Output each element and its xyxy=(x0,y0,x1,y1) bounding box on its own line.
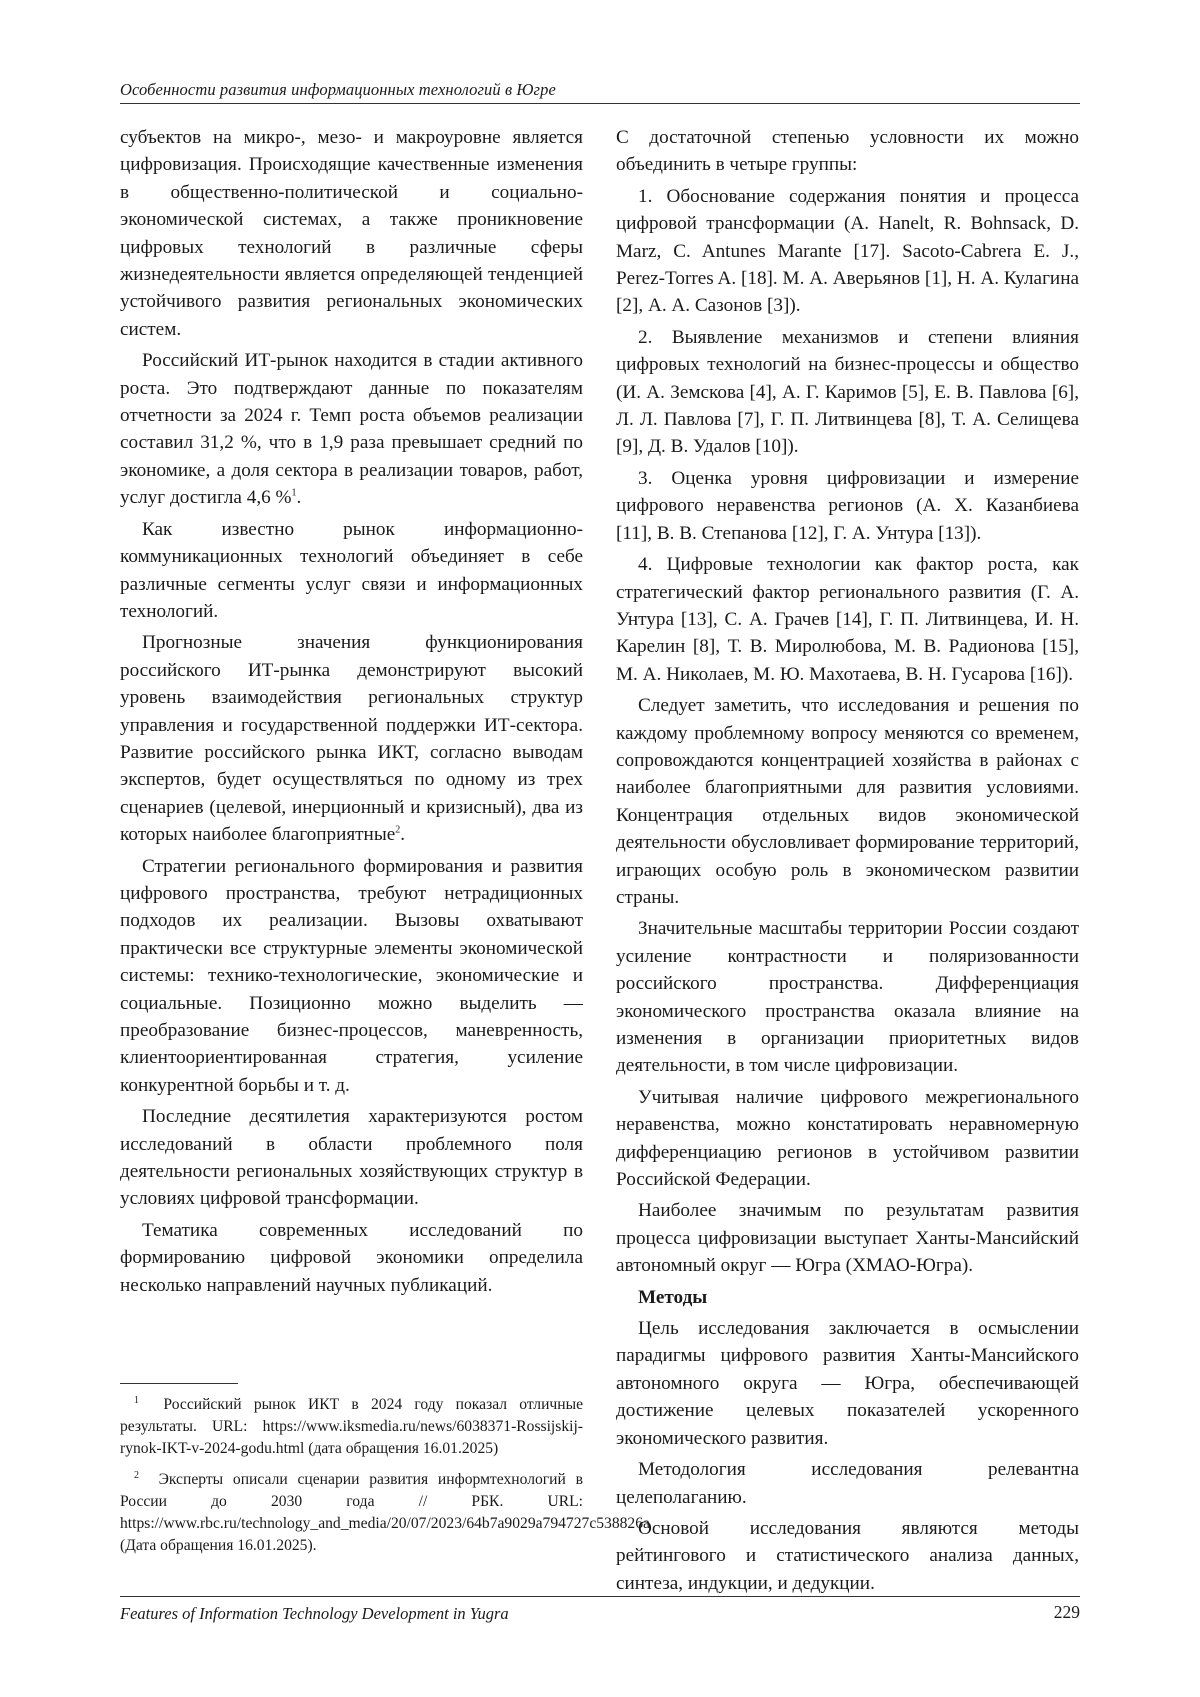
paragraph: Учитывая наличие цифрового межрегионального неравенства, можно констатировать неравномерную дифференциацию регионов в устойчивом развитии Российской Федерации. xyxy=(616,1086,1079,1191)
footnote-rule xyxy=(120,1383,238,1384)
running-title: Особенности развития информационных технологий в Югре xyxy=(120,80,556,99)
paragraph: Следует заметить, что исследования и решения по каждому проблемному вопросу меняются со временем, сопровождаются концентрацией хозяйства в районах с наиболее благоприятными для развития условиями. Концентрация отдельных видов экономической деятельности обусловливает формирование территорий, играющих особую роль в экономическом развитии страны. xyxy=(616,695,1079,908)
footer-title: Features of Information Technology Development in Yugra xyxy=(120,1604,509,1623)
paragraph: Основой исследования являются методы рейтингового и статистического анализа данных, синтеза, индукции, и дедукции. xyxy=(616,1517,1079,1594)
paragraph: Цель исследования заключается в осмыслении парадигмы цифрового развития Ханты-Мансийского автономного округа — Югра, обеспечивающей достижение целевых показателей ускоренного экономического развития. xyxy=(616,1318,1079,1449)
footnote: $^2$ Эксперты описали сценарии развития информтехнологий в России до 2030 года // РБК. URL: https://www.rbc.ru/technology_and_media/20/07/2023/64b7a9029a794727c538826a (Дата обращения 16.01.2025). xyxy=(120,1469,650,1555)
footer-rule xyxy=(120,1596,1080,1597)
left-column xyxy=(120,124,583,1303)
footnote-number: 2 xyxy=(134,1469,139,1481)
paragraph: Методология исследования релевантна целеполаганию. xyxy=(616,1459,1079,1508)
paragraph: Стратегии регионального формирования и развития цифрового пространства, требуют нетрадиционных подходов их реализации. Вызовы охватывают практически все структурные элементы экономической системы: технико-технологические, экономические и социальные. Позиционно можно выделить — преобразование бизнес-процессов, маневренность, клиентоориентированная стратегия, усиление конкурентной борьбы и т. д. xyxy=(120,855,583,1096)
footnote: $^1$ Российский рынок ИКТ в 2024 году показал отличные результаты. URL: https://www.iksmedia.ru/news/6038371-Rossijskij-rynok-IKT-v-2024-godu.html (дата обращения 16.01.2025) xyxy=(120,1394,584,1458)
list-item: 1. Обоснование содержания понятия и процесса цифровой трансформации (A. Hanelt, R. Bohnsack, D. Marz, C. Antunes Marante [17]. Sacoto-Cabrera E. J., Perez-Torres A. [18]. М. А. Аверьянов [1], Н. А. Кулагина [2], А. А. Сазонов [3]). xyxy=(616,185,1079,317)
page-number: 229 xyxy=(1053,1602,1080,1622)
paragraph: Как известно рынок информационно-коммуникационных технологий объединяет в себе различные сегменты услуг связи и информационных технологий. xyxy=(120,518,583,622)
list-item: 3. Оценка уровня цифровизации и измерение цифрового неравенства регионов (А. Х. Казанбиева [11], В. В. Степанова [12], Г. А. Унтура [13]). xyxy=(616,467,1079,544)
list-item: 4. Цифровые технологии как фактор роста, как стратегический фактор регионального развития (Г. А. Унтура [13], С. А. Грачев [14], Г. П. Литвинцева, И. Н. Карелин [8], Т. В. Миролюбова, М. В. Радионова [15], М. А. Николаев, М. Ю. Махотаева, В. Н. Гусарова [16]). xyxy=(616,554,1079,685)
list-item: 2. Выявление механизмов и степени влияния цифровых технологий на бизнес-процессы и общество (И. А. Земскова [4], А. Г. Каримов [5], Е. В. Павлова [6], Л. Л. Павлова [7], Г. П. Литвинцева [8], Т. А. Селищева [9], Д. В. Удалов [10]). xyxy=(616,326,1079,458)
right-column xyxy=(616,124,1079,1601)
footnote-ref: 2 xyxy=(395,824,401,836)
paragraph: Российский ИТ-рынок находится в стадии активного роста. Это подтверждают данные по показателям отчетности за 2024 г. Темп роста объемов реализации составил 31,2 %, что в 1,9 раза превышает средний по экономике, а доля сектора в реализации товаров, работ, услуг достигла 4,6 %$^1$. xyxy=(120,350,583,509)
paragraph: Последние десятилетия характеризуются ростом исследований в области проблемного поля деятельности региональных хозяйствующих структур в условиях цифровой трансформации. xyxy=(120,1106,583,1210)
paragraph: Тематика современных исследований по формированию цифровой экономики определила несколько направлений научных публикаций. xyxy=(120,1219,583,1296)
footnote-ref: 1 xyxy=(291,487,297,499)
section-heading: Методы xyxy=(638,1286,708,1308)
footnotes xyxy=(120,1394,650,1565)
paragraph: Наиболее значимым по результатам развития процесса цифровизации выступает Ханты-Мансийский автономный округ — Югра (ХМАО-Югра). xyxy=(616,1200,1079,1277)
footnote-number: 1 xyxy=(134,1394,139,1406)
paragraph: субъектов на микро-, мезо- и макроуровне является цифровизация. Происходящие качественные изменения в общественно-политической и социально-экономической системах, а также проникновение цифровых технологий в различные сферы жизнедеятельности является определяющей тенденцией устойчивого развития региональных экономических систем. xyxy=(120,127,583,340)
paragraph: С достаточной степенью условности их можно объединить в четыре группы: xyxy=(616,127,1079,176)
paragraph: Значительные масштабы территории России создают усиление контрастности и поляризованности российского пространства. Дифференциация экономического пространства оказала влияние на изменения в организации приоритетных видов деятельности, в том числе цифровизации. xyxy=(616,918,1079,1077)
header-rule xyxy=(120,103,1080,104)
paragraph: Прогнозные значения функционирования российского ИТ-рынка демонстрируют высокий уровень взаимодействия региональных структур управления и государственной поддержки ИТ-сектора. Развитие российского рынка ИКТ, согласно выводам экспертов, будет осуществляться по одному из трех сценариев (целевой, инерционный и кризисный), два из которых наиболее благоприятные$^2$. xyxy=(120,632,583,846)
